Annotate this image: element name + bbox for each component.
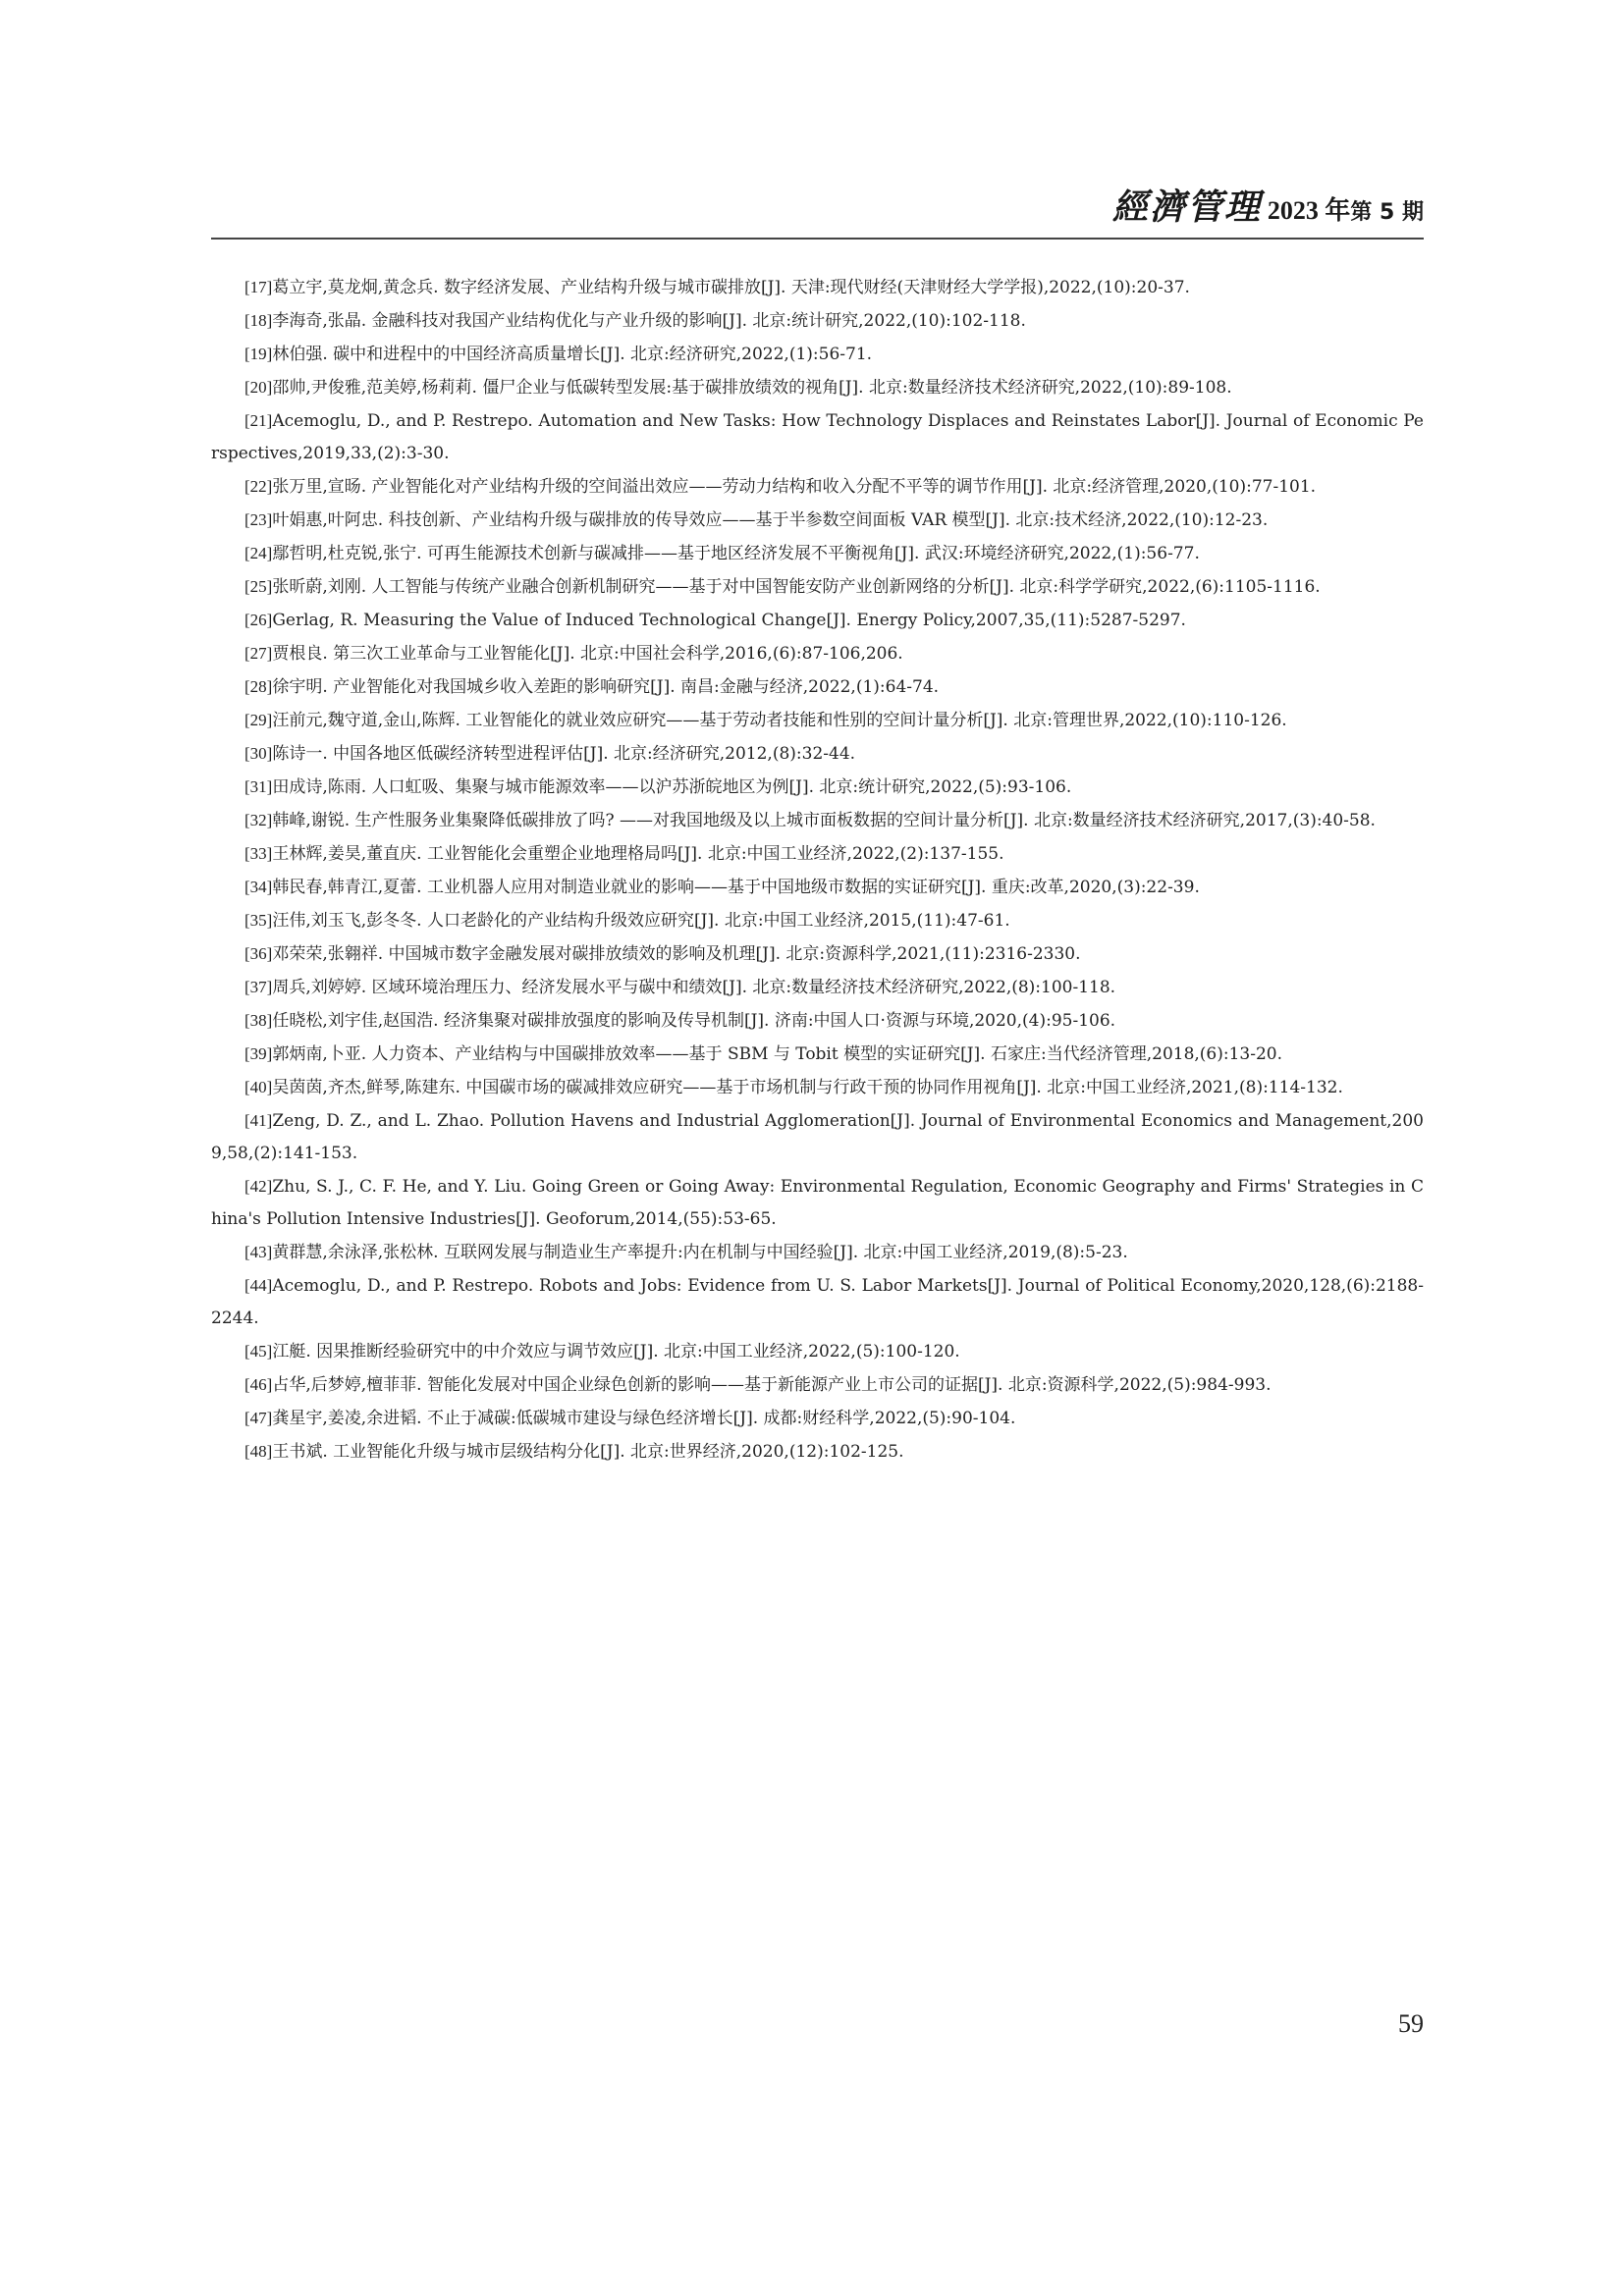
reference-item xyxy=(211,404,1424,470)
page-number: 59 xyxy=(1398,2009,1424,2038)
reference-text: 张万里,宣旸. 产业智能化对产业结构升级的空间溢出效应——劳动力结构和收入分配不平等的调节作用[J]. 北京:经济管理,2020,(10):77-101. xyxy=(272,477,1317,497)
reference-number: [27] xyxy=(244,644,273,663)
reference-text: 江艇. 因果推断经验研究中的中介效应与调节效应[J]. 北京:中国工业经济,2022,(5):100-120. xyxy=(272,1342,960,1362)
reference-item xyxy=(211,504,1424,537)
reference-item xyxy=(211,1038,1424,1071)
reference-text: 韩民春,韩青江,夏蕾. 工业机器人应用对制造业就业的影响——基于中国地级市数据的实证研究[J]. 重庆:改革,2020,(3):22-39. xyxy=(272,878,1200,897)
reference-text: 黄群慧,余泳泽,张松林. 互联网发展与制造业生产率提升:内在机制与中国经验[J]. 北京:中国工业经济,2019,(8):5-23. xyxy=(272,1243,1128,1262)
reference-text: 陈诗一. 中国各地区低碳经济转型进程评估[J]. 北京:经济研究,2012,(8):32-44. xyxy=(272,744,856,764)
reference-number: [28] xyxy=(244,677,273,696)
reference-item xyxy=(211,1435,1424,1468)
reference-item xyxy=(211,1236,1424,1269)
reference-number: [34] xyxy=(244,878,273,896)
reference-text: 汪伟,刘玉飞,彭冬冬. 人口老龄化的产业结构升级效应研究[J]. 北京:中国工业经济,2015,(11):47-61. xyxy=(272,911,1010,931)
reference-number: [35] xyxy=(244,911,273,930)
reference-item xyxy=(211,971,1424,1004)
reference-item xyxy=(211,1269,1424,1335)
reference-item xyxy=(211,537,1424,570)
reference-number: [41] xyxy=(244,1111,273,1130)
reference-text: 周兵,刘婷婷. 区域环境治理压力、经济发展水平与碳中和绩效[J]. 北京:数量经济技术经济研究,2022,(8):100-118. xyxy=(272,978,1116,997)
reference-number: [45] xyxy=(244,1342,273,1361)
reference-list xyxy=(211,271,1424,1468)
reference-text: Acemoglu, D., and P. Restrepo. Automation and New Tasks: How Technology Displaces and Reinstates Labor[J]. Journal of Economic Perspectives,2019,33,(2):3-30. xyxy=(211,411,1424,463)
reference-number: [31] xyxy=(244,777,273,796)
reference-text: Zhu, S. J., C. F. He, and Y. Liu. Going Green or Going Away: Environmental Regulation, Economic Geography and Firms' Strategies in China's Pollution Intensive Industries[J]. Geoforum,2014,(55):53-65. xyxy=(211,1177,1424,1229)
reference-number: [29] xyxy=(244,711,273,729)
reference-text: 贾根良. 第三次工业革命与工业智能化[J]. 北京:中国社会科学,2016,(6):87-106,206. xyxy=(272,644,903,664)
reference-item xyxy=(211,1368,1424,1402)
reference-item xyxy=(211,1402,1424,1435)
journal-name: 經濟管理 xyxy=(1111,187,1262,228)
reference-text: 吴茵茵,齐杰,鲜琴,陈建东. 中国碳市场的碳减排效应研究——基于市场机制与行政干预的协同作用视角[J]. 北京:中国工业经济,2021,(8):114-132. xyxy=(272,1078,1343,1097)
reference-text: 韩峰,谢锐. 生产性服务业集聚降低碳排放了吗? ——对我国地级及以上城市面板数据的空间计量分析[J]. 北京:数量经济技术经济研究,2017,(3):40-58. xyxy=(272,811,1376,830)
reference-text: 邵帅,尹俊雅,范美婷,杨莉莉. 僵尸企业与低碳转型发展:基于碳排放绩效的视角[J]. 北京:数量经济技术经济研究,2022,(10):89-108. xyxy=(272,378,1232,398)
reference-item xyxy=(211,670,1424,704)
header-right xyxy=(1112,180,1424,230)
reference-item xyxy=(211,304,1424,338)
reference-number: [43] xyxy=(244,1243,273,1261)
reference-number: [44] xyxy=(244,1276,273,1295)
reference-text: 邓荣荣,张翱祥. 中国城市数字金融发展对碳排放绩效的影响及机理[J]. 北京:资源科学,2021,(11):2316-2330. xyxy=(272,944,1081,964)
reference-item xyxy=(211,837,1424,871)
reference-item xyxy=(211,470,1424,504)
reference-text: Gerlag, R. Measuring the Value of Induced Technological Change[J]. Energy Policy,2007,35,(11):5287-5297. xyxy=(272,611,1186,630)
reference-number: [19] xyxy=(244,345,273,363)
reference-item xyxy=(211,871,1424,904)
reference-item xyxy=(211,704,1424,737)
reference-text: 汪前元,魏守道,金山,陈辉. 工业智能化的就业效应研究——基于劳动者技能和性别的空间计量分析[J]. 北京:管理世界,2022,(10):110-126. xyxy=(272,711,1287,730)
reference-text: 王书斌. 工业智能化升级与城市层级结构分化[J]. 北京:世界经济,2020,(12):102-125. xyxy=(272,1442,904,1462)
reference-number: [30] xyxy=(244,744,273,763)
reference-item xyxy=(211,1104,1424,1170)
reference-item xyxy=(211,804,1424,837)
reference-item xyxy=(211,904,1424,937)
reference-item xyxy=(211,637,1424,670)
issue-year: 2023 年 xyxy=(1267,196,1351,225)
reference-item xyxy=(211,1004,1424,1038)
reference-text: 叶娟惠,叶阿忠. 科技创新、产业结构升级与碳排放的传导效应——基于半参数空间面板 VAR 模型[J]. 北京:技术经济,2022,(10):12-23. xyxy=(272,510,1269,530)
reference-text: 王林辉,姜昊,董直庆. 工业智能化会重塑企业地理格局吗[J]. 北京:中国工业经济,2022,(2):137-155. xyxy=(272,844,1004,864)
reference-text: 葛立宇,莫龙炯,黄念兵. 数字经济发展、产业结构升级与城市碳排放[J]. 天津:现代财经(天津财经大学学报),2022,(10):20-37. xyxy=(272,278,1190,297)
reference-number: [25] xyxy=(244,577,273,596)
reference-text: 占华,后梦婷,檀菲菲. 智能化发展对中国企业绿色创新的影响——基于新能源产业上市公司的证据[J]. 北京:资源科学,2022,(5):984-993. xyxy=(272,1375,1272,1395)
reference-number: [21] xyxy=(244,411,273,430)
reference-text: 任晓松,刘宇佳,赵国浩. 经济集聚对碳排放强度的影响及传导机制[J]. 济南:中国人口·资源与环境,2020,(4):95-106. xyxy=(272,1011,1116,1031)
reference-number: [18] xyxy=(244,311,273,330)
reference-number: [42] xyxy=(244,1177,273,1196)
reference-text: Zeng, D. Z., and L. Zhao. Pollution Havens and Industrial Agglomeration[J]. Journal of Environmental Economics and Management,2009,58,(2):141-153. xyxy=(211,1111,1424,1163)
reference-text: 李海奇,张晶. 金融科技对我国产业结构优化与产业升级的影响[J]. 北京:统计研究,2022,(10):102-118. xyxy=(272,311,1026,331)
reference-number: [48] xyxy=(244,1442,273,1461)
reference-number: [38] xyxy=(244,1011,273,1030)
reference-number: [24] xyxy=(244,544,273,562)
reference-text: 徐宇明. 产业智能化对我国城乡收入差距的影响研究[J]. 南昌:金融与经济,2022,(1):64-74. xyxy=(272,677,940,697)
reference-number: [32] xyxy=(244,811,273,829)
reference-number: [46] xyxy=(244,1375,273,1394)
reference-item xyxy=(211,338,1424,371)
running-header xyxy=(211,187,1424,240)
reference-item xyxy=(211,771,1424,804)
reference-text: 林伯强. 碳中和进程中的中国经济高质量增长[J]. 北京:经济研究,2022,(1):56-71. xyxy=(272,345,873,364)
reference-number: [39] xyxy=(244,1044,273,1063)
reference-number: [22] xyxy=(244,477,273,496)
reference-number: [33] xyxy=(244,844,273,863)
reference-text: 田成诗,陈雨. 人口虹吸、集聚与城市能源效率——以沪苏浙皖地区为例[J]. 北京:统计研究,2022,(5):93-106. xyxy=(272,777,1072,797)
reference-text: 鄢哲明,杜克锐,张宁. 可再生能源技术创新与碳减排——基于地区经济发展不平衡视角[J]. 武汉:环境经济研究,2022,(1):56-77. xyxy=(272,544,1200,563)
reference-item xyxy=(211,1335,1424,1368)
reference-item xyxy=(211,937,1424,971)
reference-number: [37] xyxy=(244,978,273,996)
reference-number: [40] xyxy=(244,1078,273,1096)
reference-number: [20] xyxy=(244,378,273,397)
reference-item xyxy=(211,1071,1424,1104)
reference-number: [26] xyxy=(244,611,273,629)
reference-item xyxy=(211,570,1424,604)
reference-number: [47] xyxy=(244,1409,273,1427)
reference-text: Acemoglu, D., and P. Restrepo. Robots and Jobs: Evidence from U. S. Labor Markets[J]. Journal of Political Economy,2020,128,(6):2188-2244. xyxy=(211,1276,1424,1328)
reference-number: [17] xyxy=(244,278,273,296)
reference-item xyxy=(211,737,1424,771)
reference-item xyxy=(211,1170,1424,1236)
reference-text: 龚星宇,姜凌,余进韬. 不止于减碳:低碳城市建设与绿色经济增长[J]. 成都:财经科学,2022,(5):90-104. xyxy=(272,1409,1016,1428)
reference-item xyxy=(211,371,1424,404)
issue-number: 第 5 期 xyxy=(1350,200,1424,225)
reference-item xyxy=(211,604,1424,637)
reference-number: [23] xyxy=(244,510,273,529)
reference-text: 郭炳南,卜亚. 人力资本、产业结构与中国碳排放效率——基于 SBM 与 Tobit 模型的实证研究[J]. 石家庄:当代经济管理,2018,(6):13-20. xyxy=(272,1044,1283,1064)
reference-item xyxy=(211,271,1424,304)
reference-text: 张昕蔚,刘刚. 人工智能与传统产业融合创新机制研究——基于对中国智能安防产业创新网络的分析[J]. 北京:科学学研究,2022,(6):1105-1116. xyxy=(272,577,1321,597)
reference-number: [36] xyxy=(244,944,273,963)
